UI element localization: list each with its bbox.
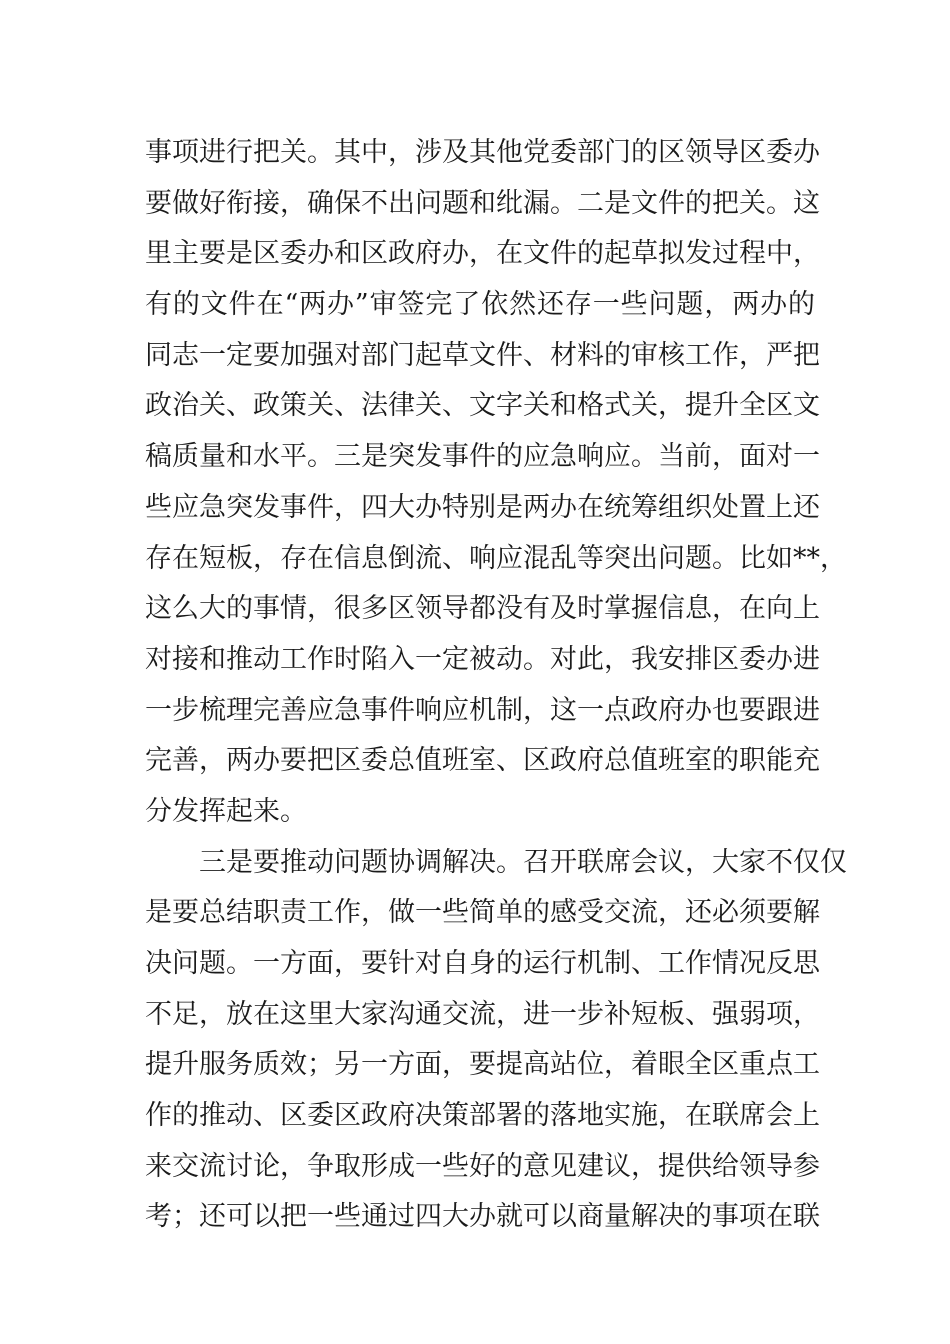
text-line: 是要总结职责工作，做一些简单的感受交流，还必须要解 xyxy=(145,897,820,929)
text-line: 作的推动、区委区政府决策部署的落地实施，在联席会上 xyxy=(145,1100,820,1132)
text-line: 事项进行把关。其中，涉及其他党委部门的区领导区委办 xyxy=(145,137,820,168)
text-line: 些应急突发事件，四大办特别是两办在统筹组织处置上还 xyxy=(145,491,820,523)
text-line: 一步梳理完善应急事件响应机制，这一点政府办也要跟进 xyxy=(145,694,820,726)
paragraph-end-line: 分发挥起来。 xyxy=(145,795,307,827)
text-line: 有的文件在“两办”审签完了依然还存一些问题，两办的 xyxy=(145,289,815,321)
text-line: 同志一定要加强对部门起草文件、材料的审核工作，严把 xyxy=(145,339,820,371)
text-line: 稿质量和水平。三是突发事件的应急响应。当前，面对一 xyxy=(145,441,820,473)
text-line: 考；还可以把一些通过四大办就可以商量解决的事项在联 xyxy=(145,1201,820,1233)
body-text xyxy=(145,128,847,1243)
text-line: 完善，两办要把区委总值班室、区政府总值班室的职能充 xyxy=(145,745,820,777)
text-line: 提升服务质效；另一方面，要提高站位，着眼全区重点工 xyxy=(145,1049,820,1081)
text-line: 存在短板，存在信息倒流、响应混乱等突出问题。比如**， xyxy=(145,542,847,574)
paragraph-start-line: 三是要推动问题协调解决。召开联席会议，大家不仅仅 xyxy=(199,846,847,878)
text-line: 这么大的事情，很多区领导都没有及时掌握信息，在向上 xyxy=(145,593,820,625)
text-line: 不足，放在这里大家沟通交流，进一步补短板、强弱项， xyxy=(145,998,820,1030)
text-line: 对接和推动工作时陷入一定被动。对此，我安排区委办进 xyxy=(145,643,820,675)
text-line: 里主要是区委办和区政府办，在文件的起草拟发过程中， xyxy=(145,238,820,270)
text-line: 决问题。一方面，要针对自身的运行机制、工作情况反思 xyxy=(145,948,820,979)
text-line: 来交流讨论，争取形成一些好的意见建议，提供给领导参 xyxy=(145,1150,820,1182)
text-line: 政治关、政策关、法律关、文字关和格式关，提升全区文 xyxy=(145,390,820,422)
text-line: 要做好衔接，确保不出问题和纰漏。二是文件的把关。这 xyxy=(145,187,820,219)
